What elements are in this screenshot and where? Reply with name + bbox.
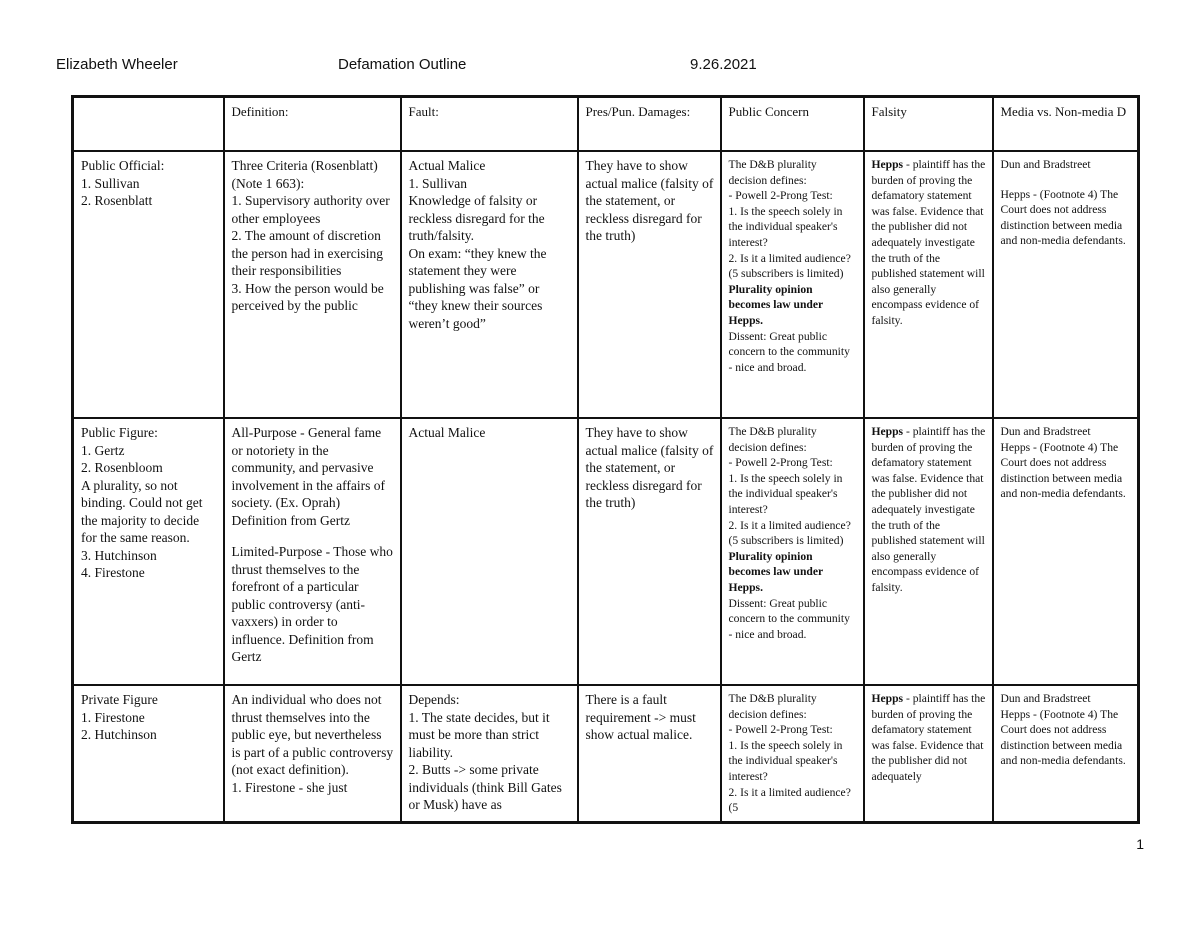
definition-cell	[224, 418, 401, 685]
media-line: Dun and Bradstreet	[1000, 425, 1091, 438]
table-header-row	[73, 97, 1139, 152]
party-cell	[73, 418, 224, 685]
header-cell-fault: Fault:	[401, 97, 578, 152]
falsity-cell	[864, 685, 993, 823]
party-line: 4. Firestone	[81, 565, 145, 580]
concern-line: The D&B plurality decision defines:	[728, 158, 817, 187]
public-concern-cell	[721, 418, 864, 685]
page-number: 1	[1136, 836, 1144, 852]
media-line: Hepps - (Footnote 4) The Court does not address distinction between media and non-media defendants.	[1000, 440, 1126, 501]
concern-line: 1. Is the speech solely in the individual speaker's interest?	[728, 471, 843, 516]
fault-line: Actual Malice	[408, 425, 486, 440]
party-line: 2. Rosenbloom	[81, 460, 163, 475]
document-title: Defamation Outline	[338, 56, 467, 73]
falsity-case-name: Hepps	[871, 158, 904, 171]
concern-line: The D&B plurality decision defines:	[728, 425, 817, 454]
concern-line: 2. Is it a limited audience? (5 subscribers is limited)	[728, 251, 851, 281]
falsity-text: - plaintiff has the burden of proving the defamatory statement was false. Evidence that the publisher did not adequately investigate the truth of the published statement will also generally encompass evidence of falsity.	[871, 425, 986, 594]
fault-line: Depends:	[408, 692, 460, 707]
header-cell-falsity: Falsity	[864, 97, 993, 152]
damages-cell	[578, 685, 721, 823]
media-cell	[993, 685, 1139, 823]
definition-line: Three Criteria (Rosenblatt) (Note 1 663):	[231, 158, 378, 191]
media-line: Hepps - (Footnote 4) The Court does not address distinction between media and non-media defendants.	[1000, 707, 1126, 768]
definition-line: All-Purpose - General fame or notoriety in the community, and pervasive involvement in the affairs of society. (Ex. Oprah) Definition from Gertz	[231, 425, 385, 528]
party-cell	[73, 685, 224, 823]
party-line: 1. Gertz	[81, 442, 125, 458]
definition-line: 2. The amount of discretion the person had in exercising their responsibilities	[231, 228, 383, 278]
media-cell	[993, 418, 1139, 685]
header-cell-definition: Definition:	[224, 97, 401, 152]
fault-line: 1. Sullivan	[408, 175, 468, 191]
definition-line: An individual who does not thrust themselves into the public eye, but nevertheless is part of a public controversy (not exact definition).	[231, 692, 394, 777]
fault-line: 1. The state decides, but it must be more than strict liability.	[408, 709, 550, 760]
definition-cell	[224, 685, 401, 823]
header-cell-public-concern: Public Concern	[721, 97, 864, 152]
falsity-text: - plaintiff has the burden of proving the defamatory statement was false. Evidence that the publisher did not adequately	[871, 692, 986, 783]
falsity-cell	[864, 418, 993, 685]
media-cell	[993, 151, 1139, 418]
definition-cell	[224, 151, 401, 418]
fault-line: Actual Malice	[408, 158, 486, 173]
definition-line: 1. Supervisory authority over other employees	[231, 193, 390, 226]
party-line: Private Figure	[81, 692, 158, 707]
fault-cell	[401, 685, 578, 823]
public-concern-cell	[721, 151, 864, 418]
party-line: 3. Hutchinson	[81, 547, 157, 563]
definition-line: 1. Firestone - she just	[231, 779, 348, 795]
concern-line: 1. Is the speech solely in the individual speaker's interest?	[728, 738, 843, 783]
concern-bold-line: Plurality opinion becomes law under Hepps.	[728, 282, 823, 327]
fault-cell	[401, 151, 578, 418]
table-row	[73, 685, 1139, 823]
concern-dissent-line: Dissent: Great public concern to the community - nice and broad.	[728, 596, 850, 641]
concern-line: - Powell 2-Prong Test:	[728, 189, 833, 203]
damages-text: They have to show actual malice (falsity of the statement, or reckless disregard for the truth)	[585, 158, 714, 243]
fault-line: On exam: “they knew the statement they were publishing was false” or “they knew their sources weren’t good”	[408, 245, 547, 331]
concern-line: 2. Is it a limited audience? (5	[728, 785, 851, 815]
concern-line: - Powell 2-Prong Test:	[728, 723, 833, 737]
header-cell-empty	[73, 97, 224, 152]
concern-dissent-line: Dissent: Great public concern to the community - nice and broad.	[728, 329, 850, 374]
falsity-text: - plaintiff has the burden of proving the defamatory statement was false. Evidence that the publisher did not adequately investigate the truth of the published statement will also generally encompass evidence of falsity.	[871, 158, 986, 327]
damages-text: There is a fault requirement -> must show actual malice.	[585, 692, 696, 742]
media-line: Dun and Bradstreet	[1000, 692, 1091, 705]
fault-line: 2. Butts -> some private individuals (think Bill Gates or Musk) have as	[408, 762, 562, 812]
definition-line: Limited-Purpose - Those who thrust themselves to the forefront of a particular public controversy (anti-vaxxers) in order to influence. Definition from Gertz	[231, 544, 393, 664]
concern-line: 2. Is it a limited audience? (5 subscribers is limited)	[728, 518, 851, 548]
falsity-cell	[864, 151, 993, 418]
definition-line: 3. How the person would be perceived by the public	[231, 280, 384, 313]
damages-text: They have to show actual malice (falsity of the statement, or reckless disregard for the truth)	[585, 425, 714, 510]
damages-cell	[578, 151, 721, 418]
concern-line: The D&B plurality decision defines:	[728, 692, 817, 721]
header-cell-damages: Pres/Pun. Damages:	[578, 97, 721, 152]
concern-line: 1. Is the speech solely in the individual speaker's interest?	[728, 204, 843, 249]
party-cell	[73, 151, 224, 418]
falsity-case-name: Hepps	[871, 425, 904, 438]
party-line: A plurality, so not binding. Could not get the majority to decide for the same reason.	[81, 477, 203, 545]
party-line: 2. Hutchinson	[81, 727, 157, 742]
concern-bold-line: Plurality opinion becomes law under Hepps.	[728, 549, 823, 594]
party-line: 1. Firestone	[81, 709, 145, 725]
fault-cell	[401, 418, 578, 685]
party-line: 2. Rosenblatt	[81, 193, 153, 208]
damages-cell	[578, 418, 721, 685]
table-row	[73, 151, 1139, 418]
header-cell-media: Media vs. Non-media D	[993, 97, 1139, 152]
document-date: 9.26.2021	[690, 56, 757, 73]
falsity-case-name: Hepps	[871, 692, 904, 705]
fault-line: Knowledge of falsity or reckless disregard for the truth/falsity.	[408, 193, 545, 243]
table-row	[73, 418, 1139, 685]
party-line: Public Official:	[81, 158, 165, 173]
party-line: Public Figure:	[81, 425, 158, 440]
public-concern-cell	[721, 685, 864, 823]
media-line: Hepps - (Footnote 4) The Court does not address distinction between media and non-media defendants.	[1000, 187, 1126, 248]
media-line: Dun and Bradstreet	[1000, 158, 1091, 171]
author-name: Elizabeth Wheeler	[56, 56, 178, 73]
party-line: 1. Sullivan	[81, 175, 140, 191]
concern-line: - Powell 2-Prong Test:	[728, 456, 833, 470]
outline-table	[71, 95, 1140, 824]
